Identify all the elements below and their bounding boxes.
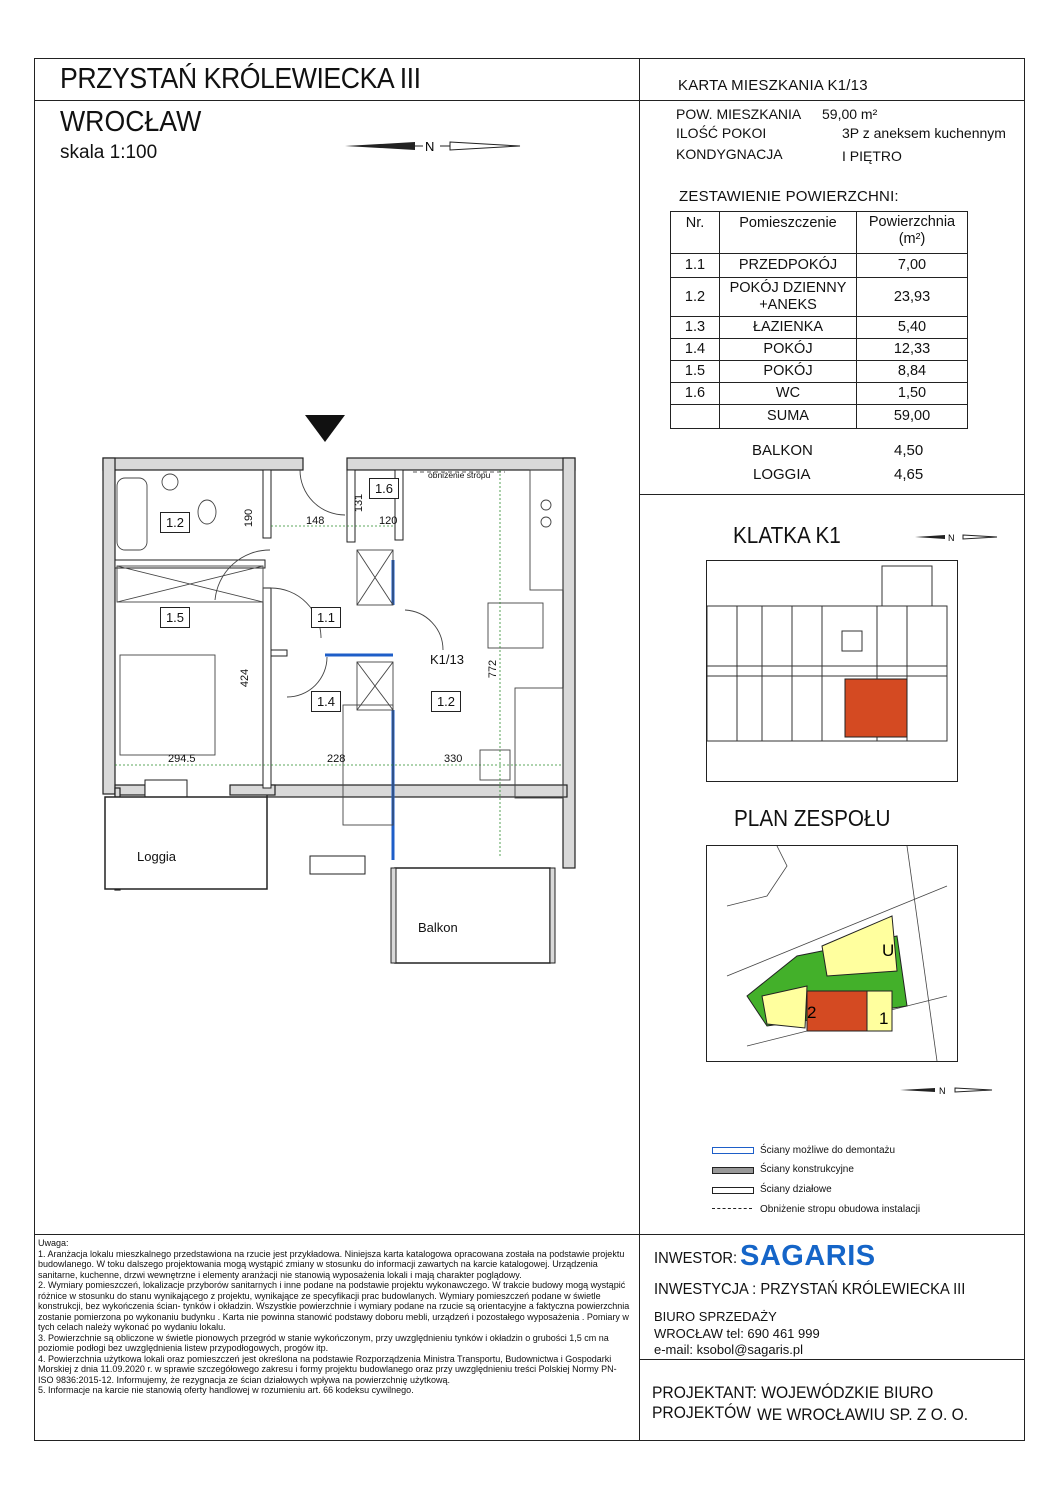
areas-title: ZESTAWIENIE POWIERZCHNI:: [679, 188, 899, 205]
dim-label: 148: [306, 515, 325, 527]
floor-value: I PIĘTRO: [842, 148, 902, 164]
row-room: POKÓJ: [720, 339, 857, 361]
highlighted-unit: [845, 679, 907, 737]
designer-divider: [639, 1359, 1025, 1360]
row-area: 12,33: [857, 339, 968, 361]
table-row: [671, 254, 968, 278]
plan-label-u: U: [882, 941, 895, 960]
north-arrow-icon: [915, 530, 1000, 544]
row-room: SUMA: [720, 405, 857, 429]
note-line: 5. Informacje na karcie nie stanowią oferty handlowej w rozumieniu art. 66 kodeksu cywilnego.: [38, 1385, 414, 1395]
row-area: 5,40: [857, 317, 968, 339]
dim-label: 190: [243, 508, 256, 528]
scale-label: skala 1:100: [60, 142, 158, 163]
sales-email[interactable]: e-mail: ksobol@sagaris.pl: [654, 1342, 804, 1357]
room-label: 1.2: [160, 512, 190, 533]
dim-label: 772: [487, 659, 500, 679]
row-nr: 1.4: [671, 339, 720, 361]
table-row: [671, 339, 968, 361]
room-label: 1.4: [311, 691, 341, 712]
floor-plan: [95, 410, 585, 965]
room-label: 1.6: [369, 478, 399, 499]
floor-label: KONDYGNACJA: [676, 146, 783, 162]
legend-swatch: [712, 1167, 754, 1174]
row-area: 23,93: [857, 278, 968, 317]
row-nr: 1.3: [671, 317, 720, 339]
row-room: WC: [720, 383, 857, 405]
svg-text:N: N: [939, 1086, 946, 1096]
row-area: 8,84: [857, 361, 968, 383]
row-area: 7,00: [857, 254, 968, 278]
legend-text: Ściany konstrukcyjne: [760, 1164, 854, 1175]
designer-line-1: PROJEKTANT: WOJEWÓDZKIE BIURO PROJEKTÓW: [652, 1383, 934, 1422]
room-label: 1.2: [431, 691, 461, 712]
rooms-label: ILOŚĆ POKOI: [676, 125, 767, 141]
dim-label: 294.5: [168, 753, 196, 765]
city-name: WROCŁAW: [60, 106, 202, 138]
unit-label: K1/13: [430, 652, 464, 667]
header-nr: Nr.: [671, 212, 720, 254]
dim-label: 228: [327, 753, 346, 765]
investment-name: INWESTYCJA : PRZYSTAŃ KRÓLEWIECKA III: [654, 1281, 966, 1298]
header-room: Pomieszczenie: [720, 212, 857, 254]
dim-label: 120: [379, 515, 398, 527]
balkon-area: 4,50: [894, 442, 924, 459]
note-line: 1. Aranżacja lokalu mieszkalnego przedstawiona na rzucie jest przykładowa. Niniejsza karta katalogowa opracowana została na podstawie projektu budowlanego. W toku dalszego projektowania mogą wystąpić zmiany w stosunku do informacji zawartych na karcie katalogowej. Urządzenia sanitarne, kuchenne, drzwi wewnętrzne i elementy aranżacji nie stanowią wyposażenia lokali i mają charakter poglądowy.: [38, 1248, 625, 1280]
header-area: Powierzchnia (m²): [857, 212, 968, 254]
row-room: PRZEDPOKÓJ: [720, 254, 857, 278]
investor-logo: SAGARIS: [740, 1240, 876, 1272]
table-sum-row: [671, 405, 968, 429]
balkon-plan-label: Balkon: [418, 920, 458, 935]
dim-label: 131: [353, 493, 366, 513]
row-area: 1,50: [857, 383, 968, 405]
area-value: 59,00 m²: [822, 106, 878, 122]
note-line: 3. Powierzchnie są obliczone w świetle pionowych przegród w stanie wykończonym, przy uwzględnieniu tynków i okładzin o grubości 1,5 cm na poziomie podłogi bez uwzględnienia listew przypodłogowych, progów itp.: [38, 1332, 609, 1353]
site-plan-map: [706, 845, 958, 1062]
legend-text: Ściany możliwe do demontażu: [760, 1145, 896, 1156]
loggia-label: LOGGIA: [753, 466, 811, 483]
plan-label-2: 2: [807, 1003, 817, 1022]
table-row: [671, 383, 968, 405]
row-nr: [671, 405, 720, 429]
room-label: 1.5: [160, 607, 190, 628]
project-title: PRZYSTAŃ KRÓLEWIECKA III: [60, 63, 421, 95]
table-row: [671, 361, 968, 383]
legend-text: Ściany działowe: [760, 1184, 832, 1195]
note-line: 2. Wymiary pomieszczeń, lokalizacje przyborów sanitarnych i inne podane na podstawie projektu wykonawczego. W trakcie budowy mogą wystąpić różnice w stosunku do stanu wynikającego z projektu, wynikające ze specyfikacji prac budowlanych. Wymiary pomieszczeń podane w świetle konstrukcji, bez wykończenia ścian- tynków i okładzin. Wszystkie powierzchnie i wymiary podane na rzucie są orientacyjne a faktyczna powierzchnia zostanie pomierzona po wykonaniu budynku . Karta nie powinna stanowić podstawy doboru mebli, urządzeń i pozostałego wyposażenia . Pomiary w tych celach należy wykonać po wydaniu lokalu.: [38, 1280, 630, 1332]
row-room: ŁAZIENKA: [720, 317, 857, 339]
notes-divider: [34, 1234, 1025, 1235]
area-label: POW. MIESZKANIA: [676, 106, 802, 122]
row-room: POKÓJ DZIENNY +ANEKS: [720, 278, 857, 317]
dim-label: 424: [239, 668, 252, 688]
room-label: 1.1: [311, 607, 341, 628]
row-nr: 1.2: [671, 278, 720, 317]
notes-block: [38, 1238, 630, 1396]
note-line: Uwaga:: [38, 1238, 69, 1248]
row-room: POKÓJ: [720, 361, 857, 383]
legend-swatch: [712, 1147, 754, 1154]
areas-table: [670, 211, 968, 429]
plan-label-1: 1: [879, 1009, 889, 1028]
sales-office: BIURO SPRZEDAŻY: [654, 1309, 777, 1324]
card-header-divider: [639, 100, 1025, 101]
card-title: KARTA MIESZKANIA K1/13: [678, 77, 868, 94]
north-arrow-icon: [345, 133, 525, 159]
loggia-area: 4,65: [894, 466, 924, 483]
right-section-divider: [639, 494, 1025, 495]
row-nr: 1.1: [671, 254, 720, 278]
svg-text:N: N: [948, 533, 955, 543]
table-row: [671, 317, 968, 339]
legend-text: Obniżenie stropu obudowa instalacji: [760, 1204, 921, 1215]
note-line: 4. Powierzchnia użytkowa lokali oraz pomieszczeń jest określona na podstawie Rozporządzenia Ministra Transportu, Budownictwa i Gospodarki Morskiej z dnia 11.09.2020 r. w sprawie szczegółowego zakresu i formy projektu budowlanego oraz przy uwzględnieniu treści Polskiej Normy PN-ISO 9836:2015-12. Informujemy, że rezygnacja ze ścian działowych wpływa na powierzchnię użytkową.: [38, 1353, 617, 1385]
legend-swatch: [712, 1187, 754, 1194]
table-header-row: [671, 212, 968, 254]
north-arrow-icon: [900, 1083, 995, 1097]
table-row: [671, 278, 968, 317]
dim-label: 330: [444, 753, 463, 765]
legend-swatch: [712, 1208, 752, 1209]
entrance-arrow-icon: [305, 415, 345, 442]
klatka-map: [706, 560, 958, 782]
balkon-label: BALKON: [752, 442, 813, 459]
ceiling-note: obniżenie stropu: [428, 470, 491, 480]
row-area: 59,00: [857, 405, 968, 429]
header-divider: [34, 100, 639, 101]
row-nr: 1.6: [671, 383, 720, 405]
loggia-plan-label: Loggia: [137, 849, 177, 864]
designer-line-2: WE WROCŁAWIU SP. Z O. O.: [757, 1405, 969, 1424]
plan-title: PLAN ZESPOŁU: [734, 805, 891, 831]
rooms-value: 3P z aneksem kuchennym: [842, 125, 1006, 141]
row-nr: 1.5: [671, 361, 720, 383]
north-letter: N: [425, 139, 435, 154]
klatka-title: KLATKA K1: [733, 522, 841, 548]
investor-label: INWESTOR:: [654, 1250, 738, 1267]
sales-phone: WROCŁAW tel: 690 461 999: [654, 1326, 820, 1341]
